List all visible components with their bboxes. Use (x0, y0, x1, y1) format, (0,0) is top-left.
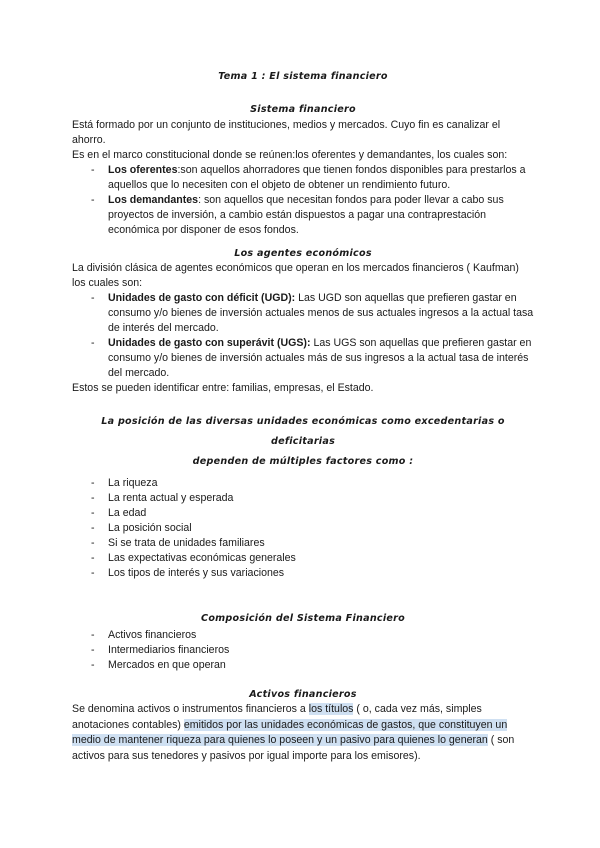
dash-bullet: - (91, 164, 95, 176)
highlighted-text: emitidos por las unidades económicas de gastos, que constituyen un medio de mantener riqueza para quienes lo poseen y un pasivo para quienes lo generan (72, 718, 508, 746)
term: Los oferentes (108, 164, 178, 176)
paragraph (72, 702, 534, 764)
list-item-text: La renta actual y esperada (108, 492, 234, 504)
paragraph: Estos se pueden identificar entre: familias, empresas, el Estado. (72, 382, 374, 394)
dash-bullet: - (91, 522, 95, 534)
section-heading-agentes: Los agentes económicos (234, 248, 372, 259)
list-item-text: Intermediarios financieros (108, 644, 230, 656)
definition: Las UGD son aquellas que prefieren gastar en consumo y/o bienes de inversión actuales menos de sus actuales ingresos a la actual tasa de interés del mercado. (108, 292, 534, 334)
text-run: ( o, cada vez más, simples anotaciones contables) (72, 703, 482, 731)
dash-bullet: - (91, 629, 95, 641)
dash-bullet: - (91, 492, 95, 504)
dash-bullet: - (91, 552, 95, 564)
list-item (72, 551, 534, 566)
list-item-text: La edad (108, 507, 147, 519)
list-item (72, 336, 534, 381)
list-item (72, 506, 534, 521)
definition: : son aquellos que necesitan fondos para poder llevar a cabo sus proyectos de inversión, a cambio están dispuestos a pagar una contraprestación económica por disponer de esos fondos. (108, 194, 504, 236)
list-item-text: Si se trata de unidades familiares (108, 537, 265, 549)
list-item (72, 536, 534, 551)
dash-bullet: - (91, 194, 95, 206)
section-heading-sistema-financiero: Sistema financiero (250, 104, 356, 115)
paragraph: Está formado por un conjunto de instituciones, medios y mercados. Cuyo fin es canalizar el ahorro. (72, 119, 501, 146)
definition-list (72, 163, 534, 238)
dash-bullet: - (91, 292, 95, 304)
list-item (72, 566, 534, 581)
definition-list (72, 291, 534, 381)
list-item (72, 491, 534, 506)
list-item (72, 291, 534, 336)
list-item-text: Las expectativas económicas generales (108, 552, 296, 564)
paragraph: Es en el marco constitucional donde se reúnen:los oferentes y demandantes, los cuales son: (72, 149, 508, 161)
text-run: Se denomina activos o instrumentos financieros a (72, 703, 309, 715)
term: Unidades de gasto con superávit (UGS): (108, 337, 311, 349)
factor-list (72, 476, 534, 581)
list-item (72, 521, 534, 536)
dash-bullet: - (91, 337, 95, 349)
dash-bullet: - (91, 477, 95, 489)
list-item-text: La riqueza (108, 477, 158, 489)
dash-bullet: - (91, 659, 95, 671)
highlighted-text: los títulos (308, 703, 354, 715)
list-item-text: Activos financieros (108, 629, 197, 641)
list-item-text: La posición social (108, 522, 192, 534)
dash-bullet: - (91, 567, 95, 579)
section-heading-composicion: Composición del Sistema Financiero (201, 613, 405, 624)
document-content (72, 68, 534, 764)
list-item-text: Los tipos de interés y sus variaciones (108, 567, 285, 579)
list-item (72, 476, 534, 491)
dash-bullet: - (91, 537, 95, 549)
term: Los demandantes (108, 194, 199, 206)
text-run: ( son activos para sus tenedores y pasivos por igual importe para los emisores). (72, 734, 515, 762)
list-item (72, 193, 534, 238)
list-item (72, 643, 534, 658)
list-item (72, 628, 534, 643)
definition: Las UGS son aquellas que prefieren gastar en consumo y/o bienes de inversión actuales más de sus ingresos a la actual tasa de interés del mercado. (108, 337, 532, 379)
list-item (72, 658, 534, 673)
section-heading-posicion (72, 412, 534, 472)
list-item (72, 163, 534, 193)
section-heading-activos: Activos financieros (249, 689, 357, 700)
paragraph: La división clásica de agentes económicos que operan en los mercados financieros ( Kaufman) los cuales son: (72, 262, 519, 289)
list-item-text: Mercados en que operan (108, 659, 226, 671)
page-title: Tema 1 : El sistema financiero (218, 71, 388, 82)
dash-bullet: - (91, 507, 95, 519)
composition-list (72, 628, 534, 673)
heading-line: dependen de múltiples factores como : (192, 456, 414, 467)
term: Unidades de gasto con déficit (UGD): (108, 292, 296, 304)
heading-line: La posición de las diversas unidades económicas como excedentarias o deficitarias (101, 416, 505, 447)
dash-bullet: - (91, 644, 95, 656)
definition: :son aquellos ahorradores que tienen fondos disponibles para prestarlos a aquellos que lo necesiten con el objeto de obtener un rendimiento futuro. (108, 164, 526, 191)
